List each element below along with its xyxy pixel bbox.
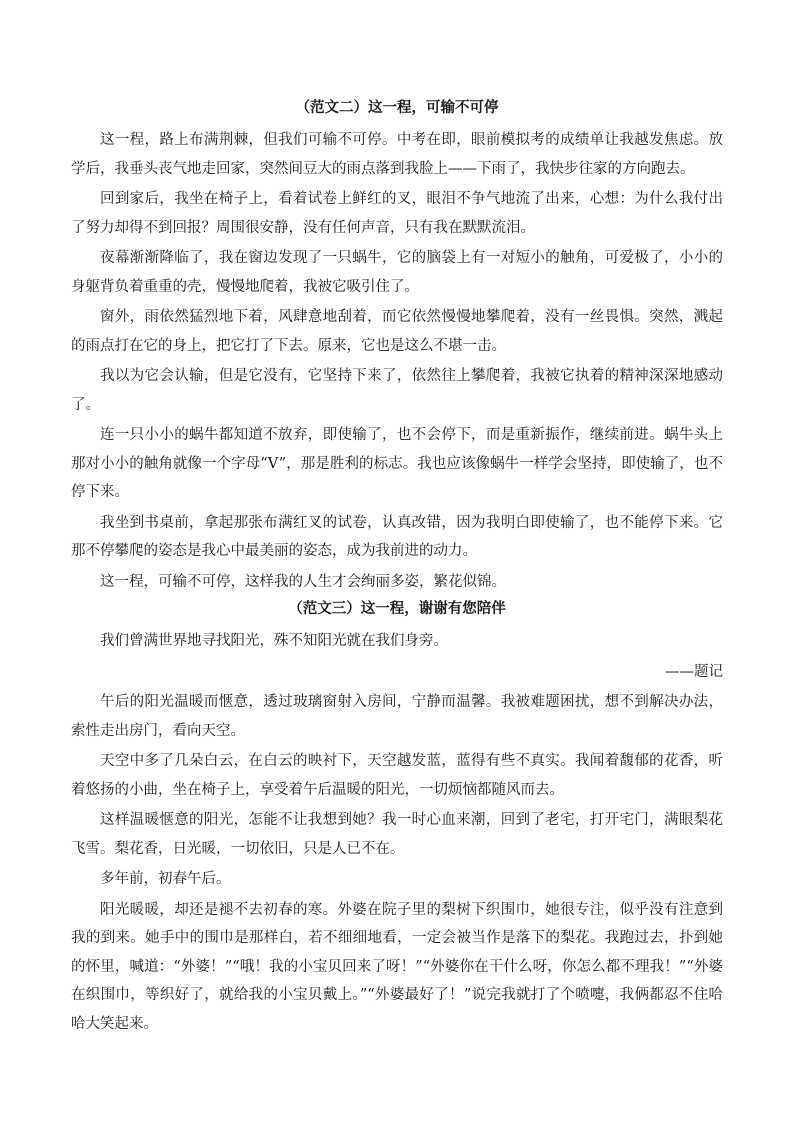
essay3-paragraph: 多年前，初春午后。 bbox=[100, 871, 231, 887]
essay3-epigraph-signature: ——题记 bbox=[665, 663, 723, 680]
essay3-paragraph: 天空中多了几朵白云，在白云的映衬下，天空越发蓝，蓝得有些不真实。我闻着馥郁的花香，听着悠扬的小曲，坐在椅子上，享受着午后温暖的阳光，一切烦恼都随风而去。 bbox=[71, 753, 723, 798]
essay2-paragraph: 这一程，可输不可停，这样我的人生才会绚丽多姿，繁花似锦。 bbox=[100, 573, 506, 590]
essay2-title: （范文二）这一程，可输不可停 bbox=[295, 99, 499, 116]
essay2-paragraph: 夜幕渐渐降临了，我在窗边发现了一只蜗牛，它的脑袋上有一对短小的触角，可爱极了，小小的身躯背负着重重的壳，慢慢地爬着，我被它吸引住了。 bbox=[71, 250, 723, 295]
document-page bbox=[71, 97, 723, 1040]
essay2-paragraph: 回到家后，我坐在椅子上，看着试卷上鲜红的叉，眼泪不争气地流了出来，心想：为什么我付出了努力却得不到回报？周围很安静，没有任何声音，只有我在默默流泪。 bbox=[71, 191, 723, 236]
essay3-paragraph: 这样温暖惬意的阳光，怎能不让我想到她？我一时心血来潮，回到了老宅，打开宅门，满眼梨花飞雪。梨花香，日光暖，一切依旧，只是人已不在。 bbox=[71, 812, 723, 857]
essay2-paragraph: 窗外，雨依然猛烈地下着，风肆意地刮着，而它依然慢慢地攀爬着，没有一丝畏惧。突然，溅起的雨点打在它的身上，把它打了下去。原来，它也是这么不堪一击。 bbox=[71, 309, 723, 354]
essay3-epigraph: 我们曾满世界地寻找阳光，殊不知阳光就在我们身旁。 bbox=[100, 633, 448, 649]
essay2-paragraph: 连一只小小的蜗牛都知道不放弃，即使输了，也不会停下，而是重新振作，继续前进。蜗牛头上那对小小的触角就像一个字母“V”，那是胜利的标志。我也应该像蜗牛一样学会坚持，即使输了，也不停下来。 bbox=[71, 427, 723, 500]
essay3-title: （范文三）这一程，谢谢有您陪伴 bbox=[288, 600, 506, 617]
essay2-paragraph: 我以为它会认输，但是它没有，它坚持下来了，依然往上攀爬着，我被它执着的精神深深地感动了。 bbox=[71, 368, 723, 413]
essay2-paragraph: 这一程，路上布满荆棘，但我们可输不可停。中考在即，眼前模拟考的成绩单让我越发焦虑。放学后，我垂头丧气地走回家，突然间豆大的雨点落到我脸上——下雨了，我快步往家的方向跑去。 bbox=[71, 132, 723, 177]
essay3-paragraph: 阳光暖暖，却还是褪不去初春的寒。外婆在院子里的梨树下织围巾，她很专注，似乎没有注意到我的到来。她手中的围巾是那样白，若不细细地看，一定会被当作是落下的梨花。我跑过去，扑到她的怀里，喊道：“外婆！”“哦！我的小宝贝回来了呀！”“外婆你在干什么呀，你怎么都不理我！”“外婆在织围巾，等织好了，就给我的小宝贝戴上。”“外婆最好了！”说完我就打了个喷嚏，我俩都忍不住哈哈大笑起来。 bbox=[71, 901, 723, 1032]
essay3-paragraph: 午后的阳光温暖而惬意，透过玻璃窗射入房间，宁静而温馨。我被难题困扰，想不到解决办法，索性走出房门，看向天空。 bbox=[71, 694, 723, 739]
essay2-paragraph: 我坐到书桌前，拿起那张布满红叉的试卷，认真改错，因为我明白即使输了，也不能停下来。它那不停攀爬的姿态是我心中最美丽的姿态，成为我前进的动力。 bbox=[71, 514, 723, 559]
